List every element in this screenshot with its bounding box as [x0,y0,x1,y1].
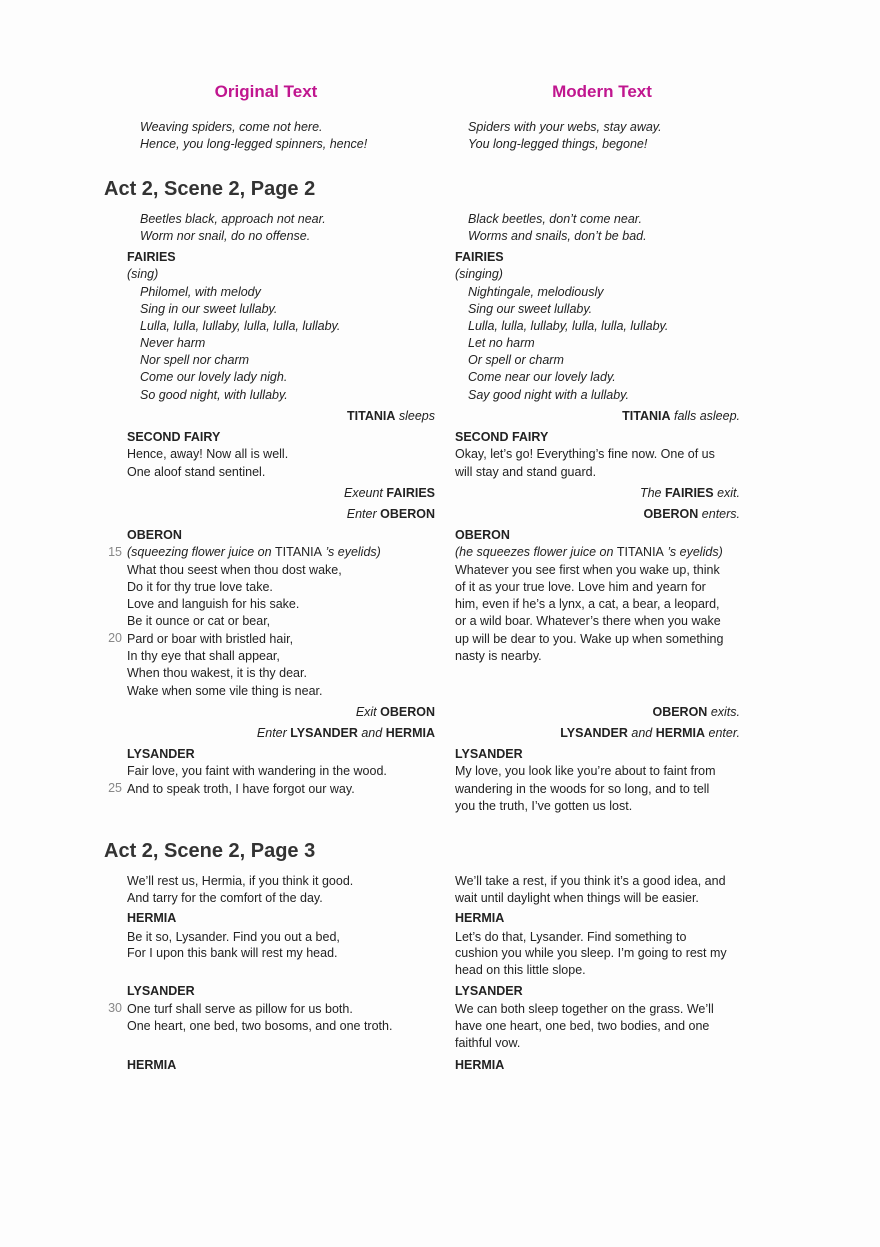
mod-line: Spiders with your webs, stay away. [468,120,662,134]
speaker-name: LYSANDER [127,984,195,998]
page-title: Act 2, Scene 2, Page 3 [104,840,316,862]
direction-text: Exeunt [343,486,387,500]
page-title: Act 2, Scene 2, Page 2 [104,178,316,200]
direction-text: Enter [346,507,381,521]
speaker-name: HERMIA [455,1058,505,1072]
mod-line: Lulla, lulla, lullaby, lulla, lulla, lullaby. [468,319,669,333]
stage-direction: (sing) [127,267,159,281]
character-name: HERMIA [385,726,435,740]
character-name: LYSANDER [560,726,628,740]
orig-line: Weaving spiders, come not here. [140,120,323,134]
mod-line: Come near our lovely lady. [468,370,616,384]
mod-line: Let’s do that, Lysander. Find something to [455,930,687,944]
mod-line: Say good night with a lullaby. [468,388,629,402]
mod-line: cushion you while you sleep. I’m going to rest my [455,946,727,960]
character-name: LYSANDER [290,726,358,740]
stage-direction [455,704,740,721]
stage-direction [455,485,740,502]
line-number: 15 [108,545,122,559]
speaker-name: SECOND FAIRY [455,430,549,444]
mod-line: We can both sleep together on the grass. We’ll [455,1002,714,1016]
mod-line: him, even if he’s a lynx, a cat, a bear, a leopard, [455,597,720,611]
orig-line: Do it for thy true love take. [127,580,273,594]
orig-line: Worm nor snail, do no offense. [140,229,311,243]
speaker-name: SECOND FAIRY [127,430,221,444]
speaker-name: HERMIA [127,1058,177,1072]
speaker-name: OBERON [127,528,182,542]
stage-direction [127,506,435,523]
direction-text: ’s eyelids) [322,545,381,559]
mod-line: My love, you look like you’re about to faint from [455,764,716,778]
mod-line: Whatever you see first when you wake up, think [455,563,720,577]
original-text-header: Original Text [214,82,318,101]
mod-line: We’ll take a rest, if you think it’s a good idea, and [455,874,726,888]
direction-text: sleeps [395,409,435,423]
stage-direction [127,544,381,561]
orig-line: Nor spell nor charm [140,353,250,367]
orig-line: So good night, with lullaby. [140,388,288,402]
mod-line: Let no harm [468,336,535,350]
mod-line: nasty is nearby. [455,649,542,663]
character-name: TITANIA [622,409,671,423]
mod-line: Nightingale, melodiously [468,285,604,299]
mod-line: head on this little slope. [455,963,586,977]
line-number: 25 [108,781,122,795]
orig-line: We’ll rest us, Hermia, if you think it good. [127,874,354,888]
mod-line: wandering in the woods for so long, and to tell [455,782,710,796]
orig-line: What thou seest when thou dost wake, [127,563,342,577]
character-name: OBERON [652,705,708,719]
mod-line: up will be dear to you. Wake up when something [455,632,724,646]
stage-direction [455,725,740,742]
orig-line: One aloof stand sentinel. [127,465,266,479]
speaker-name: HERMIA [127,911,177,925]
mod-line: Sing our sweet lullaby. [468,302,593,316]
mod-line: will stay and stand guard. [455,465,597,479]
orig-line: And to speak troth, I have forgot our way. [127,782,355,796]
orig-line: Hence, away! Now all is well. [127,447,289,461]
direction-text: and [357,726,386,740]
orig-line: Fair love, you faint with wandering in the wood. [127,764,387,778]
orig-line: One turf shall serve as pillow for us both. [127,1002,353,1016]
orig-line: Sing in our sweet lullaby. [140,302,278,316]
orig-line: For I upon this bank will rest my head. [127,946,338,960]
orig-line: In thy eye that shall appear, [127,649,280,663]
orig-line: Hence, you long-legged spinners, hence! [140,137,368,151]
direction-text: Exit [355,705,381,719]
direction-text: Enter [256,726,291,740]
orig-line: Beetles black, approach not near. [140,212,326,226]
direction-text: enter. [705,726,740,740]
mod-line: Or spell or charm [468,353,564,367]
orig-line: Be it ounce or cat or bear, [127,614,271,628]
direction-text: and [627,726,656,740]
direction-text: falls asleep. [670,409,740,423]
stage-direction [455,408,740,425]
direction-text: (he squeezes flower juice on [455,545,617,559]
direction-text: enters. [698,507,740,521]
character-name: TITANIA [275,545,322,559]
stage-direction: (singing) [455,267,503,281]
line-number: 30 [108,1001,122,1015]
modern-text-header: Modern Text [552,82,652,101]
orig-line: Pard or boar with bristled hair, [127,632,294,646]
mod-line: faithful vow. [455,1036,521,1050]
character-name: OBERON [380,507,435,521]
speaker-name: HERMIA [455,911,505,925]
stage-direction [127,704,435,721]
mod-line: have one heart, one bed, two bodies, and one [455,1019,710,1033]
character-name: HERMIA [655,726,706,740]
speaker-name: OBERON [455,528,510,542]
speaker-name: FAIRIES [455,250,504,264]
speaker-name: FAIRIES [127,250,176,264]
speaker-name: LYSANDER [455,984,523,998]
speaker-name: LYSANDER [127,747,195,761]
mod-line: Black beetles, don’t come near. [468,212,642,226]
orig-line: Never harm [140,336,206,350]
mod-line: you the truth, I’ve gotten us lost. [455,799,633,813]
direction-text: ’s eyelids) [663,545,723,559]
stage-direction [455,544,723,561]
orig-line: Be it so, Lysander. Find you out a bed, [127,930,340,944]
orig-line: And tarry for the comfort of the day. [127,891,323,905]
orig-line: When thou wakest, it is thy dear. [127,666,307,680]
character-name: OBERON [643,507,699,521]
orig-line: One heart, one bed, two bosoms, and one troth. [127,1019,393,1033]
direction-text: The [639,486,665,500]
character-name: TITANIA [347,409,396,423]
mod-line: You long-legged things, begone! [468,137,648,151]
stage-direction [127,485,435,502]
mod-line: Worms and snails, don’t be bad. [468,229,647,243]
speaker-name: LYSANDER [455,747,523,761]
direction-text: (squeezing flower juice on [127,545,275,559]
character-name: TITANIA [616,545,664,559]
mod-line: wait until daylight when things will be easier. [455,891,699,905]
orig-line: Love and languish for his sake. [127,597,300,611]
stage-direction [455,506,740,523]
direction-text: exit. [713,486,740,500]
orig-line: Wake when some vile thing is near. [127,684,323,698]
orig-line: Philomel, with melody [140,285,261,299]
character-name: OBERON [380,705,435,719]
stage-direction [127,408,435,425]
stage-direction [127,725,435,742]
mod-line: Okay, let’s go! Everything’s fine now. One of us [455,447,715,461]
orig-line: Come our lovely lady nigh. [140,370,288,384]
character-name: FAIRIES [664,486,714,500]
line-number: 20 [108,631,122,645]
mod-line: of it as your true love. Love him and yearn for [455,580,706,594]
direction-text: exits. [707,705,740,719]
mod-line: or a wild boar. Whatever’s there when you wake [455,614,721,628]
orig-line: Lulla, lulla, lullaby, lulla, lulla, lullaby. [140,319,341,333]
character-name: FAIRIES [386,486,435,500]
